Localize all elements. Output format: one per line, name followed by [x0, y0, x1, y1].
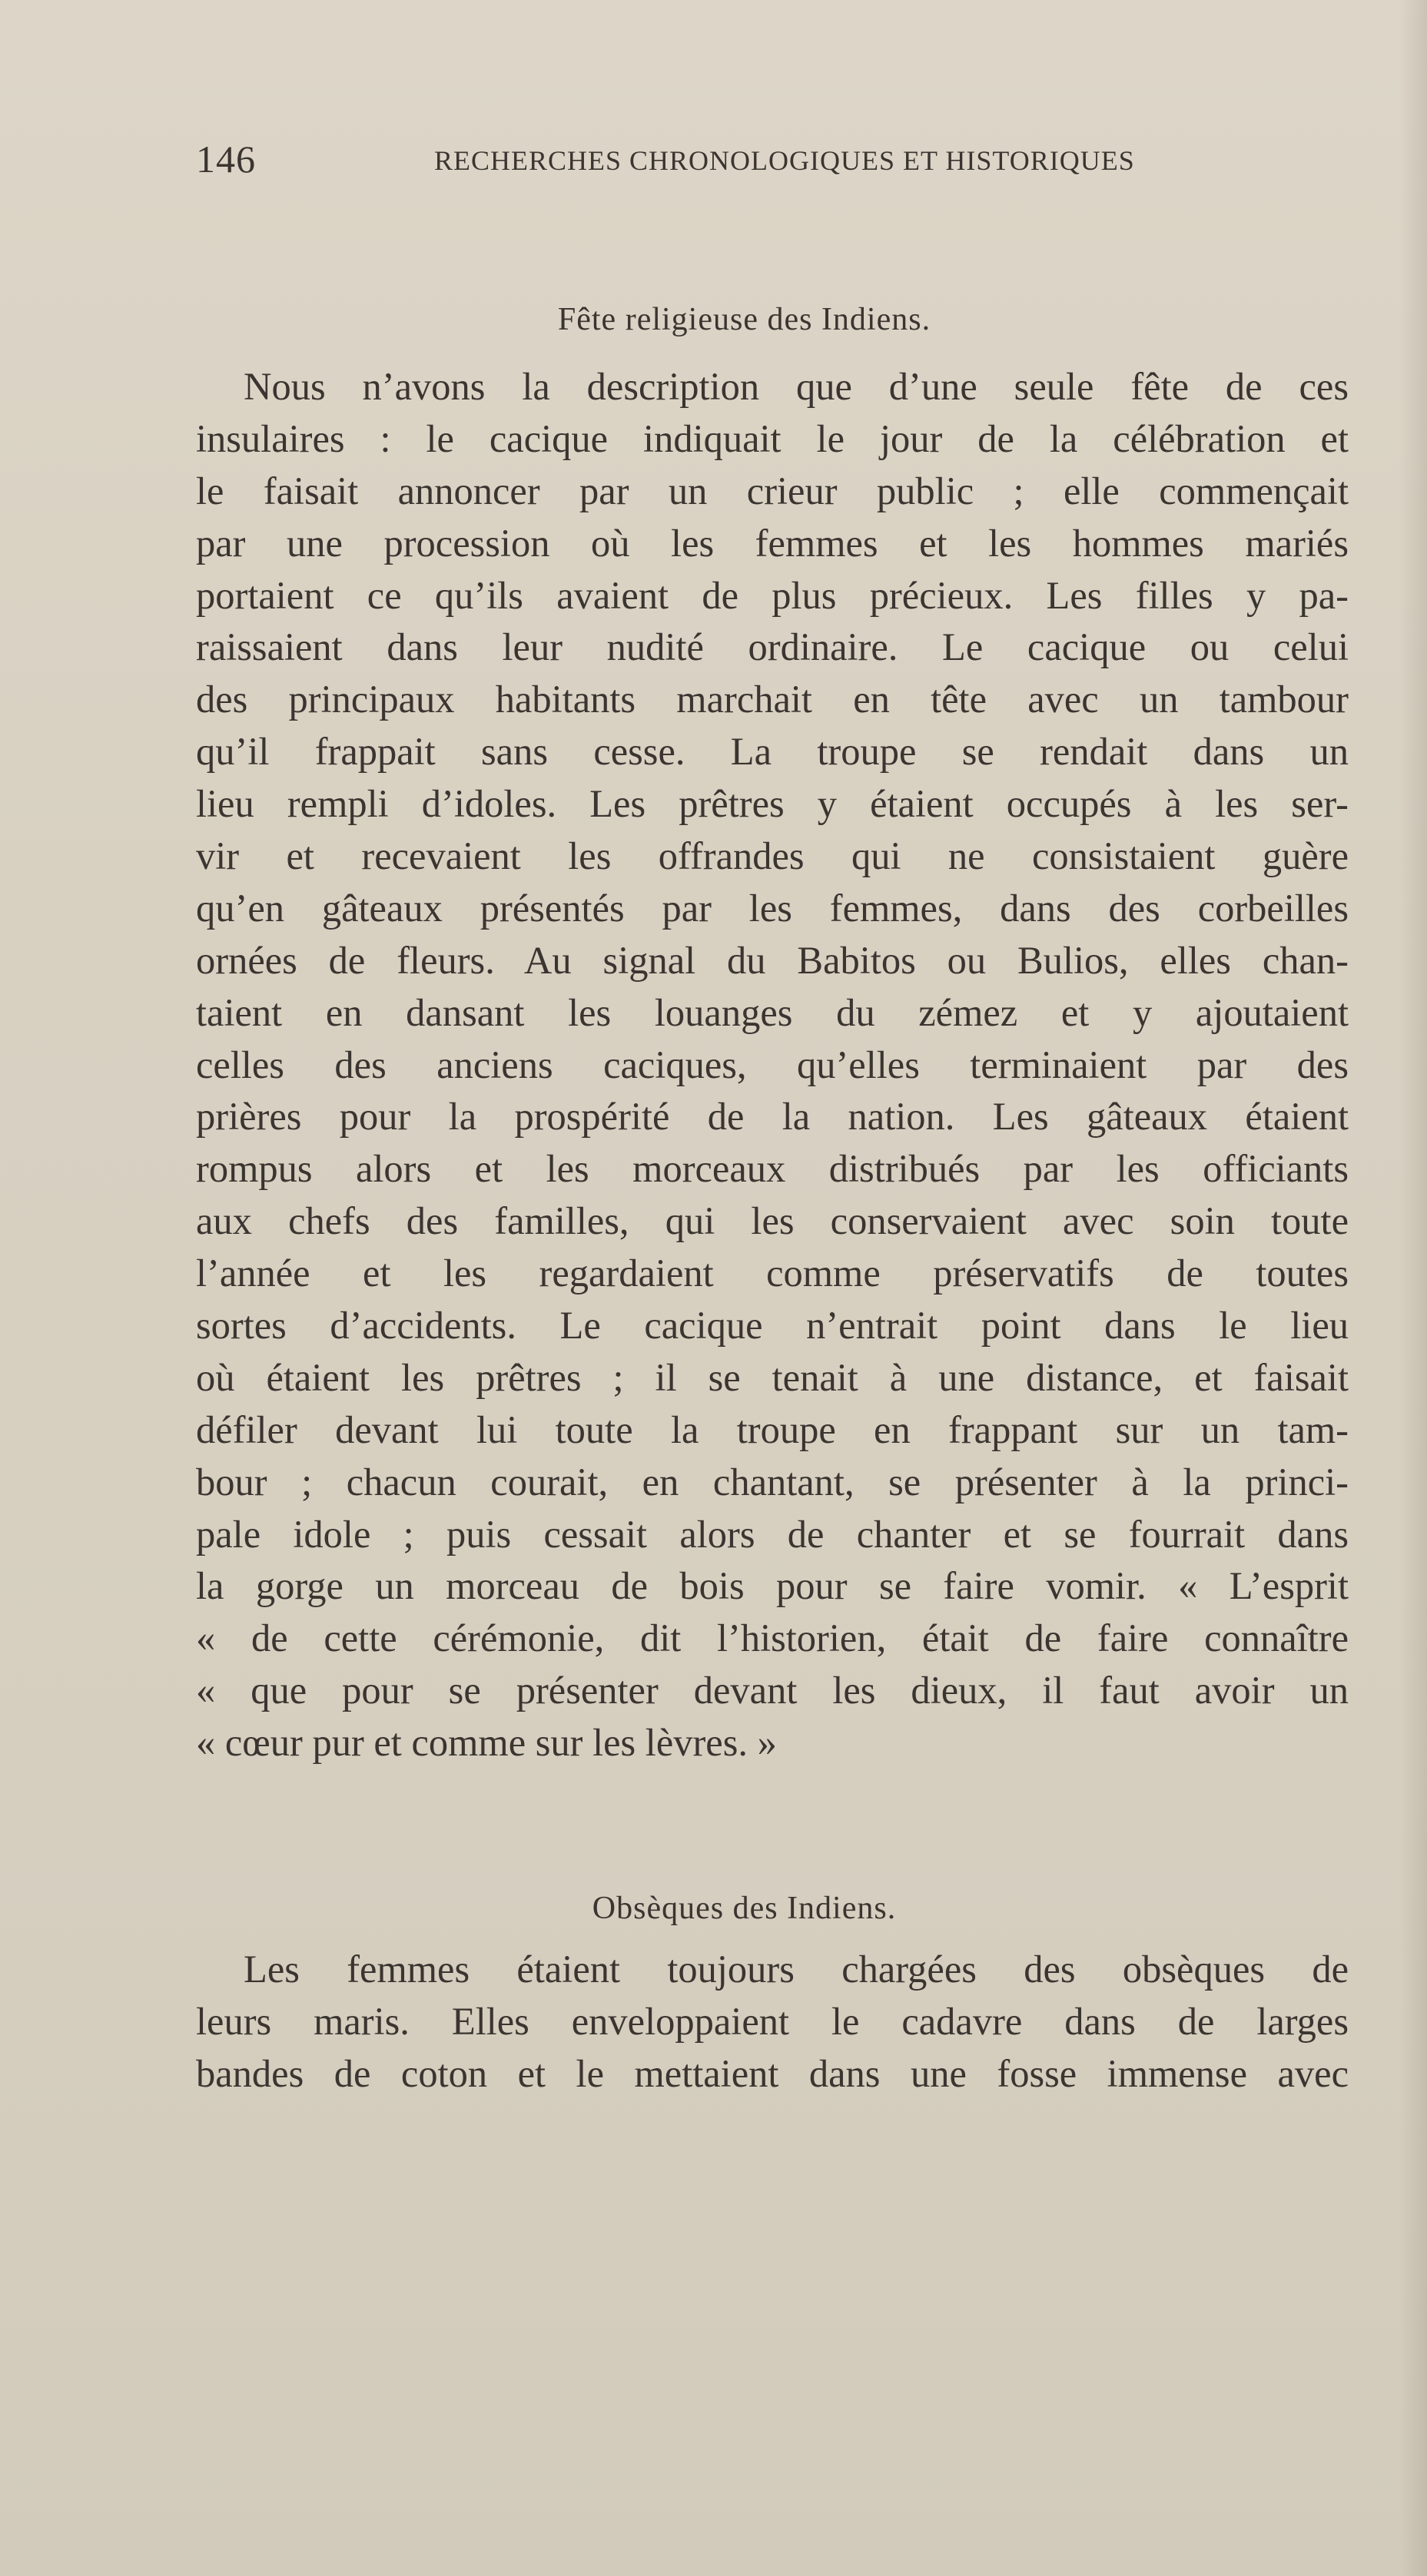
text-line: qu’en gâteaux présentés par les femmes, dans des corbeilles [196, 886, 1349, 930]
text-line: bour ; chacun courait, en chantant, se présenter à la princi- [196, 1460, 1349, 1503]
section-title-obseques: Obsèques des Indiens. [592, 1891, 897, 1926]
text-line: rompus alors et les morceaux distribués par les officiants [196, 1147, 1349, 1191]
text-line: « de cette cérémonie, dit l’historien, était de faire connaître [196, 1616, 1349, 1660]
text-line: Les femmes étaient toujours chargées des obsèques de [244, 1948, 1349, 1991]
text-line: le faisait annoncer par un crieur public ; elle commençait [196, 469, 1349, 512]
text-line: qu’il frappait sans cesse. La troupe se rendait dans un [196, 730, 1349, 774]
text-line: des principaux habitants marchait en tête avec un tambour [196, 678, 1349, 721]
page-header [196, 137, 1352, 183]
text-line: taient en dansant les louanges du zémez et y ajoutaient [196, 990, 1349, 1034]
page-number: 146 [196, 138, 256, 181]
text-line: vir et recevaient les offrandes qui ne consistaient guère [196, 834, 1349, 878]
text-line: raissaient dans leur nudité ordinaire. Le cacique ou celui [196, 625, 1349, 669]
text-line: où étaient les prêtres ; il se tenait à une distance, et faisait [196, 1355, 1349, 1399]
paragraph-obseques [196, 1944, 1349, 2100]
text-line: celles des anciens caciques, qu’elles terminaient par des [196, 1043, 1349, 1086]
section-title-fete: Fête religieuse des Indiens. [557, 302, 931, 337]
text-line: Nous n’avons la description que d’une seule fête de ces [244, 365, 1349, 408]
text-line: ornées de fleurs. Au signal du Babitos ou Bulios, elles chan- [196, 938, 1349, 982]
running-head: RECHERCHES CHRONOLOGIQUES ET HISTORIQUES [434, 145, 1135, 176]
text-line: sortes d’accidents. Le cacique n’entrait point dans le lieu [196, 1304, 1349, 1348]
text-line: « cœur pur et comme sur les lèvres. » [196, 1721, 777, 1765]
text-line: leurs maris. Elles enveloppaient le cadavre dans de larges [196, 1999, 1349, 2043]
text-line: la gorge un morceau de bois pour se faire vomir. « L’esprit [196, 1564, 1349, 1608]
text-line: défiler devant lui toute la troupe en frappant sur un tam- [196, 1407, 1349, 1451]
text-line: pale idole ; puis cessait alors de chanter et se fourrait dans [196, 1512, 1349, 1556]
text-line: insulaires : le cacique indiquait le jour de la célébration et [196, 416, 1349, 460]
page-edge-shadow [1399, 0, 1427, 2576]
text-line: lieu rempli d’idoles. Les prêtres y étaient occupés à les ser- [196, 782, 1349, 826]
text-line: bandes de coton et le mettaient dans une fosse immense avec [196, 2051, 1349, 2095]
paragraph-fete [196, 361, 1349, 1769]
text-line: aux chefs des familles, qui les conservaient avec soin toute [196, 1199, 1349, 1243]
text-line: « que pour se présenter devant les dieux, il faut avoir un [196, 1669, 1349, 1712]
text-line: par une procession où les femmes et les hommes mariés [196, 521, 1349, 565]
text-line: portaient ce qu’ils avaient de plus précieux. Les filles y pa- [196, 573, 1349, 617]
text-line: prières pour la prospérité de la nation. Les gâteaux étaient [196, 1095, 1349, 1139]
text-line: l’année et les regardaient comme préservatifs de toutes [196, 1252, 1349, 1295]
